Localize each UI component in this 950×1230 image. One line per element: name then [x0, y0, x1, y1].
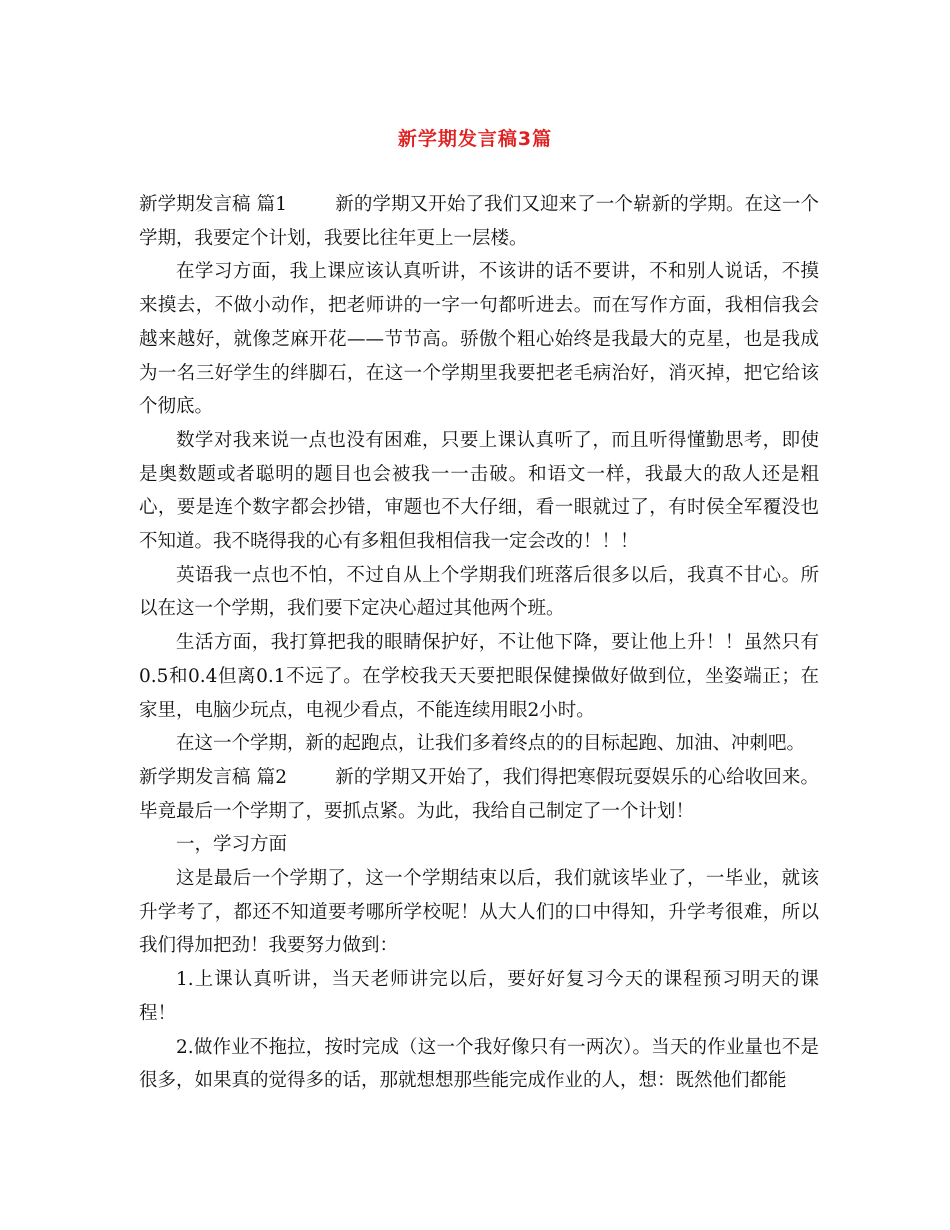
- paragraph: 英语我一点也不怕，不过自从上个学期我们班落后很多以后，我真不甘心。所以在这一个学期，我们要下定决心超过其他两个班。: [139, 564, 819, 620]
- section-1-label: 新学期发言稿 篇1: [139, 194, 288, 215]
- section-2-intro: [139, 761, 819, 828]
- list-item: 2.做作业不拖拉，按时完成（这一个我好像只有一两次）。当天的作业量也不是很多，如果真的觉得多的话，那就想想那些能完成作业的人，想：既然他们都能: [139, 1036, 819, 1092]
- section-1-intro: [139, 188, 819, 255]
- paragraph: 在这一个学期，新的起跑点，让我们多着终点的的目标起跑、加油、冲刺吧。: [176, 733, 806, 755]
- paragraph: 数学对我来说一点也没有困难，只要上课认真听了，而且听得懂勤思考，即使是奥数题或者聪明的题目也会被我一一击破。和语文一样，我最大的敌人还是粗心，要是连个数字都会抄错，审题也不大仔细，看一眼就过了，有时侯全军覆没也不知道。我不晓得我的心有多粗但我相信我一定会改的！！！: [139, 429, 819, 553]
- paragraph: 这是最后一个学期了，这一个学期结束以后，我们就该毕业了，一毕业，就该升学考了，都还不知道要考哪所学校呢！从大人们的口中得知，升学考很难，所以我们得加把劲！我要努力做到：: [139, 868, 819, 957]
- list-item: 1.上课认真听讲，当天老师讲完以后，要好好复习今天的课程预习明天的课程！: [139, 969, 819, 1024]
- subheading: 一，学习方面: [176, 834, 288, 856]
- section-2-intro-text: 新的学期又开始了，我们得把寒假玩耍娱乐的心给收回来。毕竟最后一个学期了，要抓点紧。为此，我给自己制定了一个计划！: [139, 766, 819, 822]
- paragraph: 生活方面，我打算把我的眼睛保护好，不让他下降，要让他上升！！虽然只有0.5和0.4但离0.1不远了。在学校我天天要把眼保健操做好做到位，坐姿端正；在家里，电脑少玩点，电视少看点，不能连续用眼2小时。: [139, 632, 819, 721]
- section-2-label: 新学期发言稿 篇2: [139, 766, 288, 788]
- document-title: 新学期发言稿3篇: [397, 128, 553, 150]
- document-body: [139, 188, 819, 1098]
- section-1-intro-text: 新的学期又开始了我们又迎来了一个崭新的学期。在这一个学期，我要定个计划，我要比往年更上一层楼。: [139, 194, 819, 249]
- paragraph: 在学习方面，我上课应该认真听讲，不该讲的话不要讲，不和别人说话，不摸来摸去，不做小动作，把老师讲的一字一句都听进去。而在写作方面，我相信我会越来越好，就像芝麻开花——节节高。骄傲个粗心始终是我最大的克星，也是我成为一名三好学生的绊脚石，在这一个学期里我要把老毛病治好，消灭掉，把它给该个彻底。: [139, 261, 819, 418]
